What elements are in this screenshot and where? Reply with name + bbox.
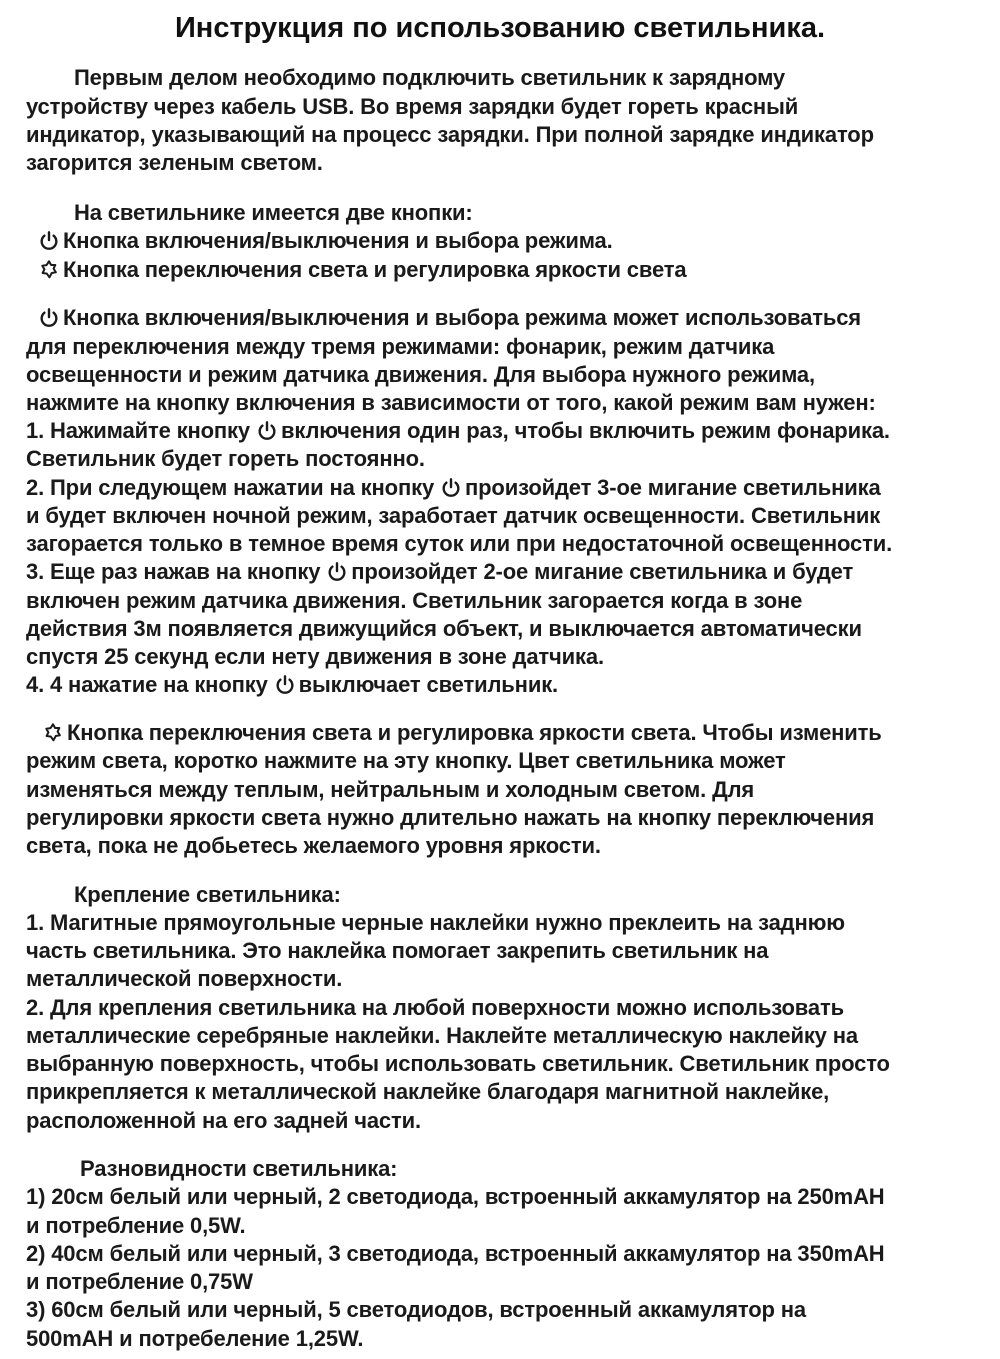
power-section-line-2: для переключения между тремя режимами: фонарик, режим датчика (26, 334, 775, 359)
power-section-line-1: Кнопка включения/выключения и выбора режима может использоваться (38, 304, 861, 332)
variant-2-line-2: и потребление 0,75W (26, 1269, 253, 1294)
mode-step-3: 3. Еще раз нажав на кнопку произойдет 2-ое мигание светильника и будет (26, 559, 854, 584)
light-button-label: Кнопка переключения света и регулировка яркости света (63, 257, 687, 282)
light-section-line-3: изменяться между теплым, нейтральным и холодным светом. Для (26, 777, 755, 802)
mode-step-2-cont-2: загорается только в темное время суток или при недостаточной освещенности. (26, 531, 893, 556)
power-button-label: Кнопка включения/выключения и выбора режима. (63, 228, 613, 253)
light-button-list-item (38, 256, 686, 284)
variant-3-line-2: 500mAH и потребеление 1,25W. (26, 1326, 364, 1351)
mounting-line-6: выбранную поверхность, чтобы использовать светильник. Светильник просто (26, 1051, 890, 1076)
mode-step-1-cont: Светильник будет гореть постоянно. (26, 446, 425, 471)
light-mode-icon (38, 259, 60, 281)
light-section-line-1: Кнопка переключения света и регулировка яркости света. Чтобы изменить (42, 719, 882, 747)
mode-step-3-cont-1: включен режим датчика движения. Светильник загорается когда в зоне (26, 588, 803, 613)
light-mode-icon (42, 722, 64, 744)
buttons-intro: На светильнике имеется две кнопки: (74, 200, 473, 225)
variants-heading: Разновидности светильника: (80, 1156, 398, 1181)
power-icon (38, 307, 60, 329)
mounting-line-5: металлические серебряные наклейки. Наклейте металлическую наклейку на (26, 1023, 858, 1048)
mode-step-3-cont-2: действия 3м появляется движущийся объект, и выключается автоматически (26, 616, 862, 641)
charging-line-3: индикатор, указывающий на процесс зарядки. При полной зарядке индикатор (26, 122, 874, 147)
mounting-line-8: расположенной на его задней части. (26, 1108, 421, 1133)
light-section-line-4: регулировки яркости света нужно длительно нажать на кнопку переключения (26, 805, 875, 830)
mounting-line-1: 1. Магитные прямоугольные черные наклейки нужно преклеить на заднюю (26, 910, 845, 935)
mode-step-2-cont-1: и будет включен ночной режим, заработает датчик освещенности. Светильник (26, 503, 881, 528)
variant-1-line-2: и потребление 0,5W. (26, 1213, 246, 1238)
page-title: Инструкция по использованию светильника. (174, 12, 826, 44)
power-icon (274, 674, 296, 696)
variant-1-line-1: 1) 20см белый или черный, 2 светодиода, встроенный аккамулятор на 250mAH (26, 1184, 885, 1209)
power-button-list-item (38, 227, 613, 255)
mounting-line-3: металлической поверхности. (26, 966, 343, 991)
power-icon (256, 420, 278, 442)
power-icon (326, 561, 348, 583)
variant-3-line-1: 3) 60см белый или черный, 5 светодиодов, встроенный аккамулятор на (26, 1297, 807, 1322)
power-icon (38, 230, 60, 252)
power-section-line-4: нажмите на кнопку включения в зависимости от того, какой режим вам нужен: (26, 390, 876, 415)
charging-line-1: Первым делом необходимо подключить светильник к зарядному (74, 65, 785, 90)
light-section-line-5: света, пока не добьетесь желаемого уровня яркости. (26, 833, 601, 858)
mode-step-1: 1. Нажимайте кнопку включения один раз, чтобы включить режим фонарика. (26, 418, 890, 443)
mounting-line-7: прикрепляется к металлической наклейке благодаря магнитной наклейке, (26, 1079, 830, 1104)
charging-line-4: загорится зеленым светом. (26, 150, 323, 175)
power-icon (440, 477, 462, 499)
mode-step-2: 2. При следующем нажатии на кнопку произойдет 3-ое мигание светильника (26, 475, 881, 500)
charging-line-2: устройству через кабель USB. Во время зарядки будет гореть красный (26, 94, 799, 119)
mounting-heading: Крепление светильника: (74, 882, 341, 907)
power-section-line-3: освещенности и режим датчика движения. Для выбора нужного режима, (26, 362, 815, 387)
mode-step-4: 4. 4 нажатие на кнопку выключает светильник. (26, 672, 559, 697)
mounting-line-2: часть светильника. Это наклейка помогает закрепить светильник на (26, 938, 769, 963)
mode-step-3-cont-3: спустя 25 секунд если нету движения в зоне датчика. (26, 644, 604, 669)
light-section-line-2: режим света, коротко нажмите на эту кнопку. Цвет светильника может (26, 748, 786, 773)
variant-2-line-1: 2) 40см белый или черный, 3 светодиода, встроенный аккамулятор на 350mAH (26, 1241, 885, 1266)
mounting-line-4: 2. Для крепления светильника на любой поверхности можно использовать (26, 995, 844, 1020)
